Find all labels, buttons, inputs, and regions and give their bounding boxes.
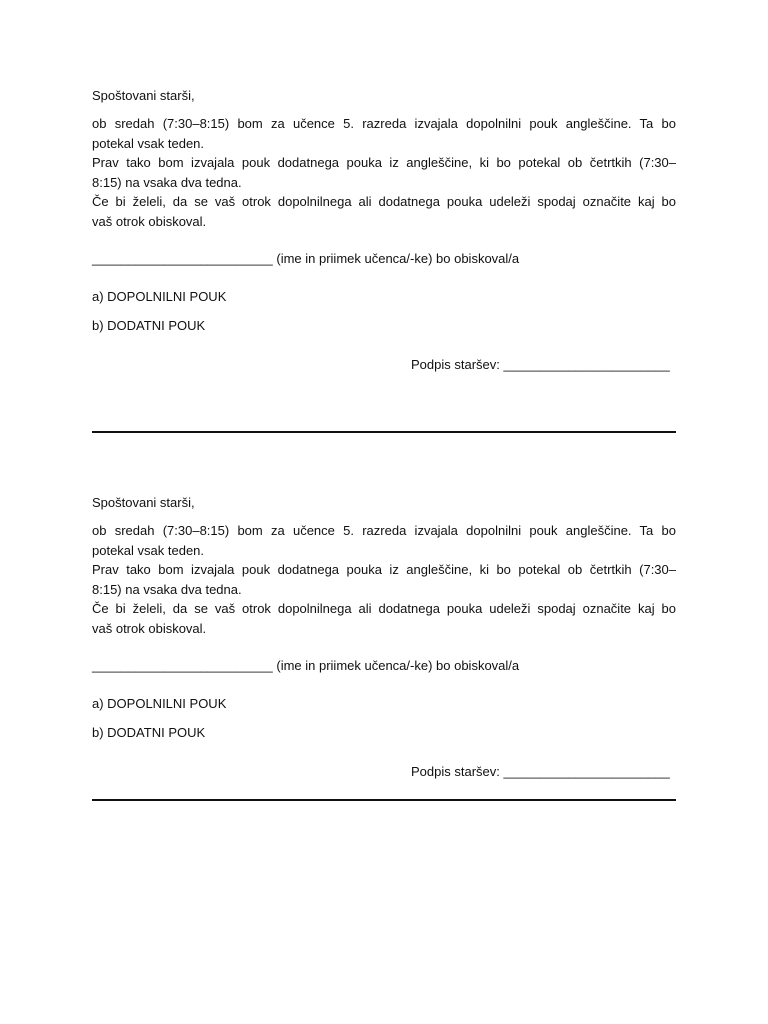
paragraph-line: ob sredah (7:30–8:15) bom za učence 5. razreda izvajala dopolnilni pouk angleščine. Ta bo	[92, 116, 676, 131]
letter-paragraph	[92, 114, 676, 231]
paragraph-line: potekal vsak teden.	[92, 542, 205, 558]
paragraph-line: 8:15) na vsaka dva tedna.	[92, 174, 242, 190]
option-b: b) DODATNI POUK	[92, 318, 206, 333]
option-a: a) DOPOLNILNI POUK	[92, 289, 227, 304]
student-name-line: _________________________ (ime in priimek učenca/-ke) bo obiskoval/a	[92, 658, 520, 673]
paragraph-line: Če bi želeli, da se vaš otrok dopolnilnega ali dodatnega pouka udeleži spodaj označite kaj bo	[92, 601, 676, 616]
paragraph-line: 8:15) na vsaka dva tedna.	[92, 581, 242, 597]
cut-line	[92, 431, 676, 433]
option-a: a) DOPOLNILNI POUK	[92, 696, 227, 711]
greeting: Spoštovani starši,	[92, 88, 195, 103]
paragraph-line: vaš otrok obiskoval.	[92, 620, 207, 636]
parent-signature-line: Podpis staršev: _______________________	[411, 357, 670, 372]
paragraph-line: Prav tako bom izvajala pouk dodatnega pouka iz angleščine, ki bo potekal ob četrtkih (7:30–	[92, 155, 676, 170]
cut-line	[92, 799, 676, 801]
option-b: b) DODATNI POUK	[92, 725, 206, 740]
parent-signature-line: Podpis staršev: _______________________	[411, 764, 670, 779]
greeting: Spoštovani starši,	[92, 495, 195, 510]
paragraph-line: Prav tako bom izvajala pouk dodatnega pouka iz angleščine, ki bo potekal ob četrtkih (7:30–	[92, 562, 676, 577]
paragraph-line: ob sredah (7:30–8:15) bom za učence 5. razreda izvajala dopolnilni pouk angleščine. Ta bo	[92, 523, 676, 538]
paragraph-line: potekal vsak teden.	[92, 135, 205, 151]
student-name-line: _________________________ (ime in priimek učenca/-ke) bo obiskoval/a	[92, 251, 520, 266]
paragraph-line: vaš otrok obiskoval.	[92, 213, 207, 229]
letter-paragraph	[92, 521, 676, 638]
paragraph-line: Če bi želeli, da se vaš otrok dopolnilnega ali dodatnega pouka udeleži spodaj označite kaj bo	[92, 194, 676, 209]
